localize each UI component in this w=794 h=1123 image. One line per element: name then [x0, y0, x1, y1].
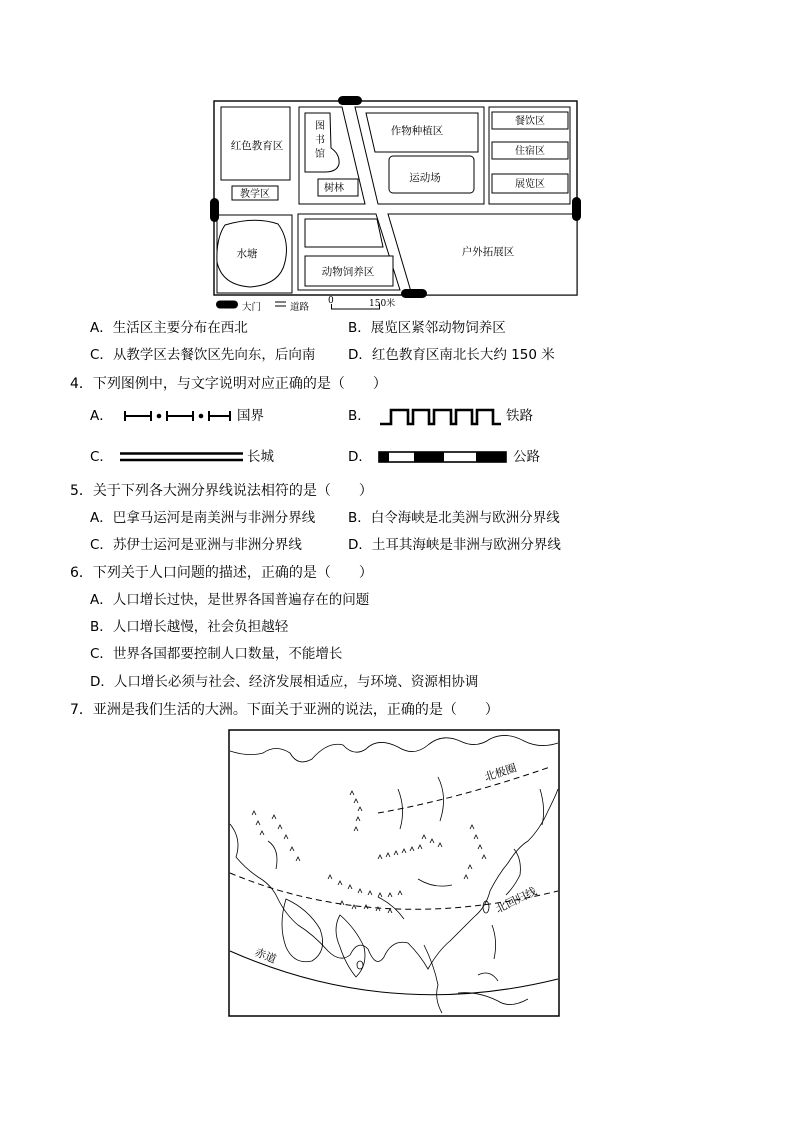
q6-option-a[interactable]	[90, 594, 369, 608]
q5-stem: 5．关于下列各大洲分界线说法相符的是（ ）	[70, 483, 373, 499]
q4-option-b[interactable]	[348, 406, 568, 428]
q3-option-b[interactable]	[348, 322, 506, 336]
campus-map-legend	[215, 296, 415, 313]
option-letter: C．	[90, 449, 113, 465]
crop-label: 作物种植区	[390, 125, 444, 137]
q6-option-d[interactable]	[90, 676, 478, 690]
option-letter: B．	[90, 619, 113, 635]
animal-feeding-label: 动物饲养区	[321, 266, 375, 278]
grove-label: 树林	[324, 183, 344, 194]
q7-stem: 7．亚洲是我们生活的大洲。下面关于亚洲的说法，正确的是（ ）	[70, 702, 499, 718]
option-text: 苏伊士运河是亚洲与非洲分界线	[112, 537, 302, 553]
option-text: 展览区紧邻动物饲养区	[370, 320, 506, 336]
library-char-2: 书	[315, 135, 325, 146]
gate-north	[338, 96, 362, 105]
option-letter: A．	[90, 510, 113, 526]
option-letter: D．	[348, 347, 372, 363]
q5-option-c[interactable]	[90, 539, 302, 553]
boundary-line-icon	[122, 410, 232, 422]
option-letter: D．	[348, 537, 372, 553]
option-text: 从教学区去餐饮区先向东，后向南	[112, 347, 316, 363]
q3-option-a[interactable]	[90, 322, 248, 336]
option-letter: C．	[90, 347, 113, 363]
pond-label: 水塘	[236, 248, 258, 260]
gate-legend-icon	[215, 300, 239, 309]
scale-value: 150米	[369, 299, 396, 309]
double-line-icon	[120, 451, 244, 463]
option-text: 土耳其海峡是非洲与欧洲分界线	[371, 537, 561, 553]
red-education-label: 红色教育区	[230, 140, 284, 152]
asia-map	[228, 729, 562, 1019]
q6-stem: 6．下列关于人口问题的描述，正确的是（ ）	[70, 565, 373, 581]
q5-option-b[interactable]	[348, 512, 560, 526]
dining-label: 餐饮区	[515, 116, 545, 127]
option-text: 世界各国都要控制人口数量，不能增长	[112, 646, 343, 662]
exhibition-label: 展览区	[515, 179, 545, 190]
option-letter: B．	[348, 320, 371, 336]
road-legend-icon	[275, 300, 287, 309]
equator-label: 赤道	[252, 945, 279, 967]
gate-east	[572, 197, 581, 221]
q5-option-d[interactable]	[348, 539, 561, 553]
option-label: 铁路	[506, 408, 533, 424]
gate-west	[210, 198, 219, 222]
teaching-label: 教学区	[240, 189, 270, 200]
option-letter: A．	[90, 320, 113, 336]
q5-option-a[interactable]	[90, 512, 315, 526]
option-letter: B．	[348, 408, 371, 424]
animal-upper-zone	[305, 219, 383, 247]
arctic-circle-label: 北极圈	[482, 761, 519, 784]
outdoor-label: 户外拓展区	[461, 246, 515, 258]
campus-map	[206, 92, 590, 304]
option-letter: D．	[348, 449, 372, 465]
option-letter: C．	[90, 537, 113, 553]
gate-south	[401, 289, 427, 298]
option-text: 人口增长过快，是世界各国普遍存在的问题	[112, 592, 370, 608]
q6-option-c[interactable]	[90, 648, 342, 662]
option-text: 人口增长越慢，社会负担越轻	[112, 619, 289, 635]
scale-zero: 0	[328, 296, 334, 306]
option-text: 人口增长必须与社会、经济发展相适应，与环境、资源相协调	[113, 674, 479, 690]
q4-option-a[interactable]	[90, 406, 310, 426]
q4-stem: 4．下列图例中，与文字说明对应正确的是（ ）	[70, 376, 387, 392]
option-letter: D．	[90, 674, 114, 690]
q4-option-c[interactable]	[90, 447, 310, 467]
option-label: 国界	[237, 408, 264, 424]
q3-option-c[interactable]	[90, 349, 315, 363]
option-letter: A．	[90, 408, 113, 424]
option-label: 长城	[247, 449, 274, 465]
option-letter: C．	[90, 646, 113, 662]
square-wave-line-icon	[379, 407, 503, 427]
lodging-label: 住宿区	[515, 146, 545, 157]
sports-label: 运动场	[409, 172, 441, 184]
option-text: 红色教育区南北长大约 150 米	[371, 347, 555, 363]
road-legend-label: 道路	[290, 302, 310, 313]
option-text: 巴拿马运河是南美洲与非洲分界线	[112, 510, 316, 526]
q4-option-d[interactable]	[348, 447, 568, 467]
black-white-segment-line-icon	[378, 451, 508, 463]
q3-option-d[interactable]	[348, 349, 555, 363]
library-char-3: 馆	[315, 149, 325, 160]
option-text: 生活区主要分布在西北	[112, 320, 248, 336]
q6-option-b[interactable]	[90, 621, 288, 635]
gate-legend-label: 大门	[242, 302, 262, 313]
option-label: 公路	[513, 449, 540, 465]
option-letter: A．	[90, 592, 113, 608]
option-letter: B．	[348, 510, 371, 526]
option-text: 白令海峡是北美洲与欧洲分界线	[370, 510, 560, 526]
library-char-1: 图	[315, 121, 325, 132]
tropic-of-cancer-label: 北回归线	[493, 884, 539, 916]
